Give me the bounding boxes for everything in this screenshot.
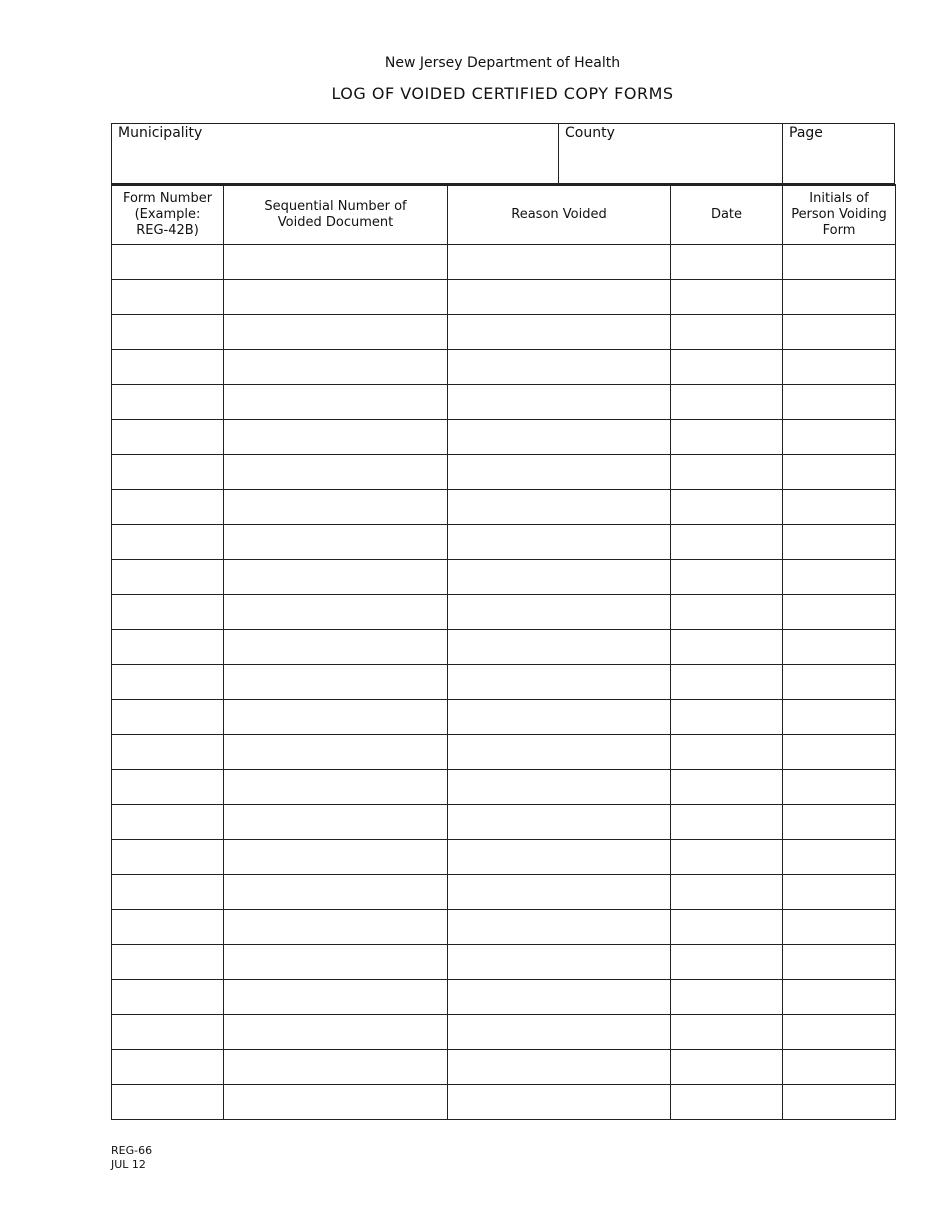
table-cell[interactable] <box>448 1050 671 1085</box>
table-cell[interactable] <box>783 280 896 315</box>
table-cell[interactable] <box>671 805 783 840</box>
table-cell[interactable] <box>448 630 671 665</box>
table-cell[interactable] <box>783 455 896 490</box>
table-cell[interactable] <box>448 490 671 525</box>
table-row <box>112 910 896 945</box>
void-log-table <box>111 184 896 1120</box>
table-cell[interactable] <box>783 595 896 630</box>
table-cell[interactable] <box>671 1050 783 1085</box>
table-cell[interactable] <box>783 245 896 280</box>
table-row <box>112 595 896 630</box>
table-cell[interactable] <box>783 1050 896 1085</box>
table-row <box>112 875 896 910</box>
table-cell[interactable] <box>224 910 448 945</box>
table-cell[interactable] <box>224 490 448 525</box>
table-cell[interactable] <box>783 385 896 420</box>
table-cell[interactable] <box>783 980 896 1015</box>
table-cell[interactable] <box>224 245 448 280</box>
table-cell[interactable] <box>224 980 448 1015</box>
form-title: LOG OF VOIDED CERTIFIED COPY FORMS <box>331 84 674 103</box>
table-cell[interactable] <box>448 455 671 490</box>
table-cell[interactable] <box>224 525 448 560</box>
table-cell[interactable] <box>224 385 448 420</box>
table-row <box>112 420 896 455</box>
table-row <box>112 385 896 420</box>
table-cell[interactable] <box>224 350 448 385</box>
table-cell[interactable] <box>112 455 224 490</box>
table-cell[interactable] <box>671 560 783 595</box>
form-id: REG-66 <box>111 1144 153 1157</box>
table-cell[interactable] <box>783 350 896 385</box>
table-row <box>112 1015 896 1050</box>
table-cell[interactable] <box>783 665 896 700</box>
agency-name: New Jersey Department of Health <box>384 55 621 71</box>
table-cell[interactable] <box>448 910 671 945</box>
table-cell[interactable] <box>112 350 224 385</box>
table-cell[interactable] <box>112 665 224 700</box>
table-cell[interactable] <box>224 805 448 840</box>
table-cell[interactable] <box>112 770 224 805</box>
table-cell[interactable] <box>671 350 783 385</box>
table-cell[interactable] <box>671 875 783 910</box>
table-cell[interactable] <box>448 980 671 1015</box>
table-cell[interactable] <box>448 1015 671 1050</box>
form-footer <box>111 1144 152 1172</box>
table-row <box>112 280 896 315</box>
table-row <box>112 630 896 665</box>
table-cell[interactable] <box>671 420 783 455</box>
table-cell[interactable] <box>224 875 448 910</box>
municipality-field[interactable]: Municipality <box>112 124 559 183</box>
table-cell[interactable] <box>448 350 671 385</box>
table-cell[interactable] <box>112 385 224 420</box>
table-cell[interactable] <box>783 525 896 560</box>
table-cell[interactable] <box>112 245 224 280</box>
table-cell[interactable] <box>671 1085 783 1120</box>
table-cell[interactable] <box>112 1085 224 1120</box>
table-row <box>112 455 896 490</box>
table-cell[interactable] <box>112 840 224 875</box>
table-cell[interactable] <box>783 910 896 945</box>
table-cell[interactable] <box>671 840 783 875</box>
table-row <box>112 735 896 770</box>
table-cell[interactable] <box>783 700 896 735</box>
table-row <box>112 560 896 595</box>
table-cell[interactable] <box>783 630 896 665</box>
table-cell[interactable] <box>112 1015 224 1050</box>
table-cell[interactable] <box>671 770 783 805</box>
table-cell[interactable] <box>448 875 671 910</box>
page-field[interactable]: Page <box>789 125 823 141</box>
table-cell[interactable] <box>224 595 448 630</box>
table-cell[interactable] <box>112 980 224 1015</box>
table-cell[interactable] <box>112 315 224 350</box>
table-cell[interactable] <box>224 665 448 700</box>
table-cell[interactable] <box>671 385 783 420</box>
table-cell[interactable] <box>671 630 783 665</box>
table-cell[interactable] <box>671 980 783 1015</box>
table-cell[interactable] <box>783 875 896 910</box>
table-cell[interactable] <box>112 490 224 525</box>
table-row <box>112 980 896 1015</box>
table-cell[interactable] <box>224 840 448 875</box>
table-cell[interactable] <box>224 735 448 770</box>
table-row <box>112 350 896 385</box>
table-cell[interactable] <box>448 385 671 420</box>
table-cell[interactable] <box>224 1015 448 1050</box>
table-cell[interactable] <box>112 630 224 665</box>
table-cell[interactable] <box>448 315 671 350</box>
table-cell[interactable] <box>783 1015 896 1050</box>
table-cell[interactable] <box>671 910 783 945</box>
table-cell[interactable] <box>112 420 224 455</box>
table-row <box>112 665 896 700</box>
table-cell[interactable] <box>112 910 224 945</box>
table-cell[interactable] <box>671 735 783 770</box>
col-date: Date <box>671 185 783 245</box>
table-cell[interactable] <box>224 455 448 490</box>
table-row <box>112 770 896 805</box>
table-row <box>112 945 896 980</box>
col-initials: Initials of Person Voiding Form <box>783 185 896 245</box>
table-cell[interactable] <box>671 1015 783 1050</box>
header-fields <box>111 123 895 186</box>
table-cell[interactable] <box>448 525 671 560</box>
table-row <box>112 1085 896 1120</box>
table-cell[interactable] <box>783 805 896 840</box>
table-row <box>112 315 896 350</box>
table-cell[interactable] <box>448 805 671 840</box>
table-cell[interactable] <box>448 245 671 280</box>
table-cell[interactable] <box>671 525 783 560</box>
table-cell[interactable] <box>112 805 224 840</box>
table-cell[interactable] <box>448 665 671 700</box>
table-cell[interactable] <box>224 560 448 595</box>
table-cell[interactable] <box>448 595 671 630</box>
table-row <box>112 1050 896 1085</box>
col-form-number: Form Number (Example: REG-42B) <box>112 185 224 245</box>
table-cell[interactable] <box>671 665 783 700</box>
table-header-row <box>112 185 896 245</box>
table-cell[interactable] <box>671 945 783 980</box>
county-field[interactable]: County <box>559 124 783 183</box>
table-cell[interactable] <box>448 945 671 980</box>
table-cell[interactable] <box>448 770 671 805</box>
table-cell[interactable] <box>448 1085 671 1120</box>
table-cell[interactable] <box>783 840 896 875</box>
table-cell[interactable] <box>783 560 896 595</box>
table-cell[interactable] <box>671 455 783 490</box>
form-revision: JUL 12 <box>111 1158 146 1171</box>
table-cell[interactable] <box>671 280 783 315</box>
col-sequential-number: Sequential Number of Voided Document <box>224 185 448 245</box>
table-row <box>112 525 896 560</box>
table-cell[interactable] <box>448 840 671 875</box>
table-cell[interactable] <box>112 945 224 980</box>
table-cell[interactable] <box>112 280 224 315</box>
table-cell[interactable] <box>112 560 224 595</box>
table-cell[interactable] <box>448 735 671 770</box>
col-reason-voided: Reason Voided <box>448 185 671 245</box>
table-row <box>112 805 896 840</box>
table-cell[interactable] <box>448 420 671 455</box>
table-cell[interactable] <box>783 945 896 980</box>
table-row <box>112 700 896 735</box>
table-cell[interactable] <box>224 1085 448 1120</box>
table-cell[interactable] <box>783 490 896 525</box>
table-cell[interactable] <box>448 700 671 735</box>
table-cell[interactable] <box>671 315 783 350</box>
table-cell[interactable] <box>224 280 448 315</box>
table-cell[interactable] <box>112 1050 224 1085</box>
table-cell[interactable] <box>224 1050 448 1085</box>
table-cell[interactable] <box>224 770 448 805</box>
table-cell[interactable] <box>112 700 224 735</box>
table-cell[interactable] <box>112 525 224 560</box>
table-cell[interactable] <box>112 595 224 630</box>
table-cell[interactable] <box>112 735 224 770</box>
table-cell[interactable] <box>783 1085 896 1120</box>
table-cell[interactable] <box>224 700 448 735</box>
table-cell[interactable] <box>783 770 896 805</box>
table-row <box>112 840 896 875</box>
table-cell[interactable] <box>671 245 783 280</box>
table-cell[interactable] <box>224 315 448 350</box>
table-cell[interactable] <box>671 595 783 630</box>
table-cell[interactable] <box>224 630 448 665</box>
table-cell[interactable] <box>224 420 448 455</box>
table-cell[interactable] <box>448 280 671 315</box>
table-row <box>112 490 896 525</box>
table-cell[interactable] <box>448 560 671 595</box>
table-cell[interactable] <box>671 490 783 525</box>
table-cell[interactable] <box>224 945 448 980</box>
table-row <box>112 245 896 280</box>
table-cell[interactable] <box>783 735 896 770</box>
table-cell[interactable] <box>671 700 783 735</box>
table-cell[interactable] <box>783 420 896 455</box>
table-cell[interactable] <box>783 315 896 350</box>
table-cell[interactable] <box>112 875 224 910</box>
